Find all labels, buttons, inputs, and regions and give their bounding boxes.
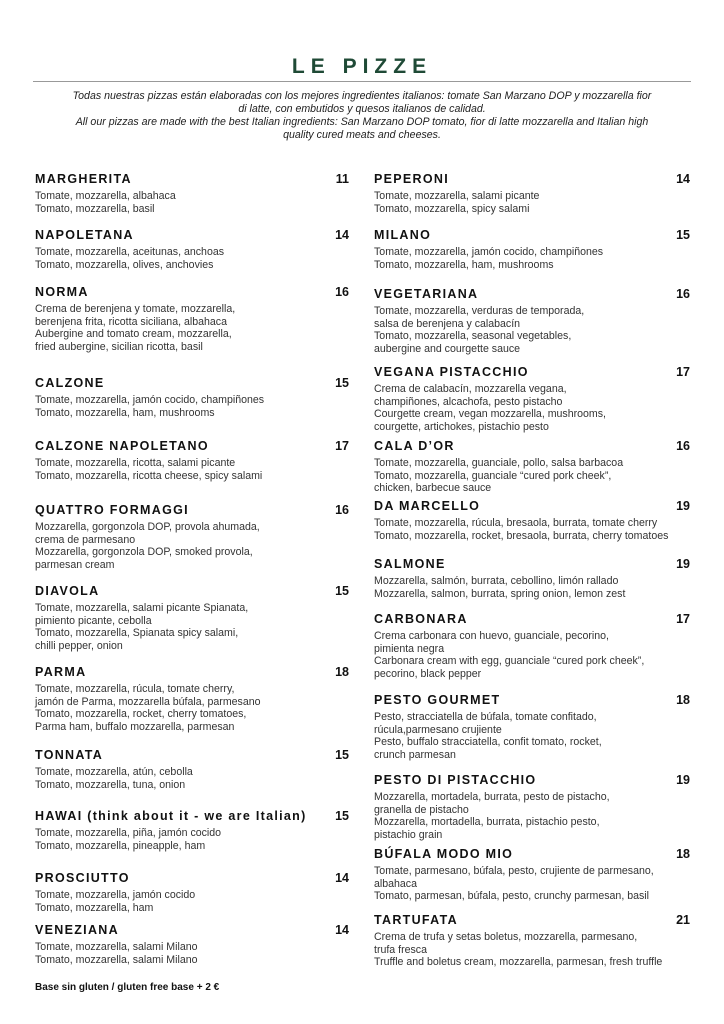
pizza-description [374,711,690,761]
menu-item [35,923,349,966]
pizza-description [374,791,690,841]
pizza-price: 18 [335,665,349,679]
description-line: Mozzarella, mortadela, burrata, pesto de pistacho, [374,791,610,803]
pizza-description [374,190,690,215]
pizza-price: 15 [335,376,349,390]
pizza-name: DA MARCELLO [374,499,481,513]
description-line: Mozzarella, gorgonzola DOP, smoked provola, [35,546,253,559]
description-line: parmesan cream [35,558,115,571]
description-line: pistachio grain [374,828,443,841]
description-line: Tomate, mozzarella, verduras de temporada, [374,305,585,317]
pizza-name: CALA D’OR [374,439,455,453]
title-divider [33,81,691,82]
pizza-name: PEPERONI [374,172,449,186]
pizza-price: 18 [676,847,690,861]
description-line: Tomate, mozzarella, rúcula, tomate cherry, [35,683,235,695]
description-line: Mozzarella, salmón, burrata, cebollino, limón rallado [374,575,619,587]
pizza-name: BÚFALA MODO MIO [374,847,514,861]
pizza-name: DIAVOLA [35,584,100,598]
menu-item [35,503,349,571]
pizza-name: SALMONE [374,557,446,571]
intro-line: All our pizzas are made with the best Italian ingredients: San Marzano DOP tomato, fior di latte mozzarella and Italian high [75,116,649,128]
description-line: Tomate, mozzarella, rúcula, bresaola, burrata, tomate cherry [374,517,658,529]
description-line: trufa fresca [374,943,427,956]
menu-item [374,847,690,903]
menu-item [35,376,349,419]
description-line: aubergine and courgette sauce [374,342,521,355]
description-line: Tomato, mozzarella, ham [35,901,154,914]
pizza-price: 16 [676,287,690,301]
pizza-description [35,889,349,914]
description-line: Tomate, mozzarella, salami picante [374,190,540,202]
description-line: Tomato, mozzarella, seasonal vegetables, [374,330,572,343]
pizza-name: MILANO [374,228,432,242]
description-line: granella de pistacho [374,803,469,816]
pizza-price: 17 [676,612,690,626]
description-line: Tomate, mozzarella, atún, cebolla [35,766,193,778]
menu-item [374,913,690,969]
description-line: Tomato, mozzarella, Spianata spicy salami, [35,627,239,640]
pizza-name: VEGANA PISTACCHIO [374,365,529,379]
description-line: crunch parmesan [374,748,456,761]
description-line: Tomate, mozzarella, jamón cocido, champiñones [35,394,265,406]
description-line: Tomato, mozzarella, rocket, cherry tomatoes, [35,708,247,721]
pizza-name: NAPOLETANA [35,228,134,242]
pizza-price: 17 [335,439,349,453]
description-line: Tomato, mozzarella, pineapple, ham [35,839,206,852]
pizza-description [374,575,690,600]
pizza-price: 19 [676,557,690,571]
pizza-name: TONNATA [35,748,104,762]
pizza-description [374,865,690,903]
description-line: Tomato, mozzarella, ham, mushrooms [374,258,554,271]
pizza-price: 16 [335,503,349,517]
description-line: Tomate, parmesano, búfala, pesto, crujiente de parmesano, [374,865,654,877]
pizza-description [35,683,349,733]
description-line: Tomato, mozzarella, guanciale “cured pork cheek”, [374,469,612,482]
description-line: pecorino, black pepper [374,667,482,680]
description-line: Tomate, mozzarella, salami picante Spianata, [35,602,249,614]
description-line: Tomate, mozzarella, albahaca [35,190,176,202]
intro-text [30,90,694,142]
pizza-description [374,517,690,542]
description-line: Tomato, mozzarella, basil [35,202,155,215]
menu-item [35,748,349,791]
pizza-price: 19 [676,773,690,787]
menu-item [35,809,349,852]
description-line: pimiento picante, cebolla [35,614,152,627]
description-line: Truffle and boletus cream, mozzarella, parmesan, fresh truffle [374,956,663,969]
description-line: Tomato, mozzarella, spicy salami [374,202,530,215]
intro-line: Todas nuestras pizzas están elaboradas con los mejores ingredientes italianos: tomate San Marzano DOP y mozzarella fior [72,90,652,102]
description-line: champiñones, alcachofa, pesto pistacho [374,395,563,408]
description-line: Tomato, mozzarella, ham, mushrooms [35,406,215,419]
pizza-description [35,303,349,353]
pizza-name: PARMA [35,665,87,679]
pizza-description [35,827,349,852]
description-line: Tomato, mozzarella, olives, anchovies [35,258,214,271]
pizza-name: CARBONARA [374,612,468,626]
menu-item [374,612,690,680]
description-line: salsa de berenjena y calabacín [374,317,521,330]
pizza-description [374,246,690,271]
menu-item [35,871,349,914]
pizza-price: 21 [676,913,690,927]
pizza-description [35,602,349,652]
pizza-name: PROSCIUTTO [35,871,130,885]
description-line: Tomate, mozzarella, guanciale, pollo, salsa barbacoa [374,457,624,469]
description-line: Mozzarella, gorgonzola DOP, provola ahumada, [35,521,260,533]
pizza-price: 16 [676,439,690,453]
menu-item [374,365,690,433]
pizza-name: VENEZIANA [35,923,119,937]
description-line: Courgette cream, vegan mozzarella, mushrooms, [374,408,606,421]
pizza-name: NORMA [35,285,89,299]
description-line: albahaca [374,877,418,890]
pizza-description [35,941,349,966]
pizza-description [35,394,349,419]
description-line: Tomate, mozzarella, piña, jamón cocido [35,827,222,839]
description-line: Mozzarella, mortadella, burrata, pistachio pesto, [374,816,600,829]
pizza-name: PESTO DI PISTACCHIO [374,773,537,787]
description-line: Aubergine and tomato cream, mozzarella, [35,328,232,341]
pizza-description [374,457,690,495]
menu-item [374,172,690,215]
description-line: Crema de trufa y setas boletus, mozzarella, parmesano, [374,931,638,943]
pizza-price: 11 [335,172,349,186]
description-line: Carbonara cream with egg, guanciale “cured pork cheek”, [374,655,645,668]
menu-item [35,228,349,271]
pizza-price: 15 [335,748,349,762]
pizza-description [35,457,349,482]
menu-item [374,439,690,495]
description-line: jamón de Parma, mozzarella búfala, parmesano [35,695,261,708]
pizza-description [374,305,690,355]
menu-item [35,584,349,652]
description-line: Crema de berenjena y tomate, mozzarella, [35,303,236,315]
pizza-price: 14 [335,923,349,937]
pizza-name: CALZONE NAPOLETANO [35,439,209,453]
gluten-free-note: Base sin gluten / gluten free base + 2 € [35,982,220,993]
description-line: Crema de calabacín, mozzarella vegana, [374,383,567,395]
description-line: Tomate, mozzarella, jamón cocido, champiñones [374,246,604,258]
pizza-name: CALZONE [35,376,105,390]
pizza-price: 14 [335,228,349,242]
pizza-description [35,521,349,571]
pizza-price: 16 [335,285,349,299]
description-line: Tomate, mozzarella, jamón cocido [35,889,196,901]
description-line: Tomato, mozzarella, rocket, bresaola, burrata, cherry tomatoes [374,529,669,542]
menu-item [374,557,690,600]
description-line: Tomato, mozzarella, ricotta cheese, spicy salami [35,469,263,482]
description-line: Tomato, parmesan, búfala, pesto, crunchy parmesan, basil [374,890,649,903]
pizza-name: QUATTRO FORMAGGI [35,503,189,517]
menu-item [35,285,349,353]
menu-item [35,439,349,482]
pizza-price: 18 [676,693,690,707]
description-line: pimienta negra [374,642,445,655]
description-line: Tomate, mozzarella, ricotta, salami picante [35,457,236,469]
description-line: Pesto, buffalo stracciatella, confit tomato, rocket, [374,736,602,749]
description-line: crema de parmesano [35,533,136,546]
description-line: Crema carbonara con huevo, guanciale, pecorino, [374,630,609,642]
pizza-description [374,630,690,680]
menu-item [374,693,690,761]
description-line: berenjena frita, ricotta siciliana, albahaca [35,315,227,328]
pizza-price: 15 [335,809,349,823]
pizza-price: 19 [676,499,690,513]
description-line: Tomate, mozzarella, salami Milano [35,941,198,953]
pizza-description [374,931,690,969]
pizza-price: 15 [676,228,690,242]
menu-item [35,665,349,733]
pizza-price: 14 [335,871,349,885]
description-line: Tomato, mozzarella, salami Milano [35,953,198,966]
description-line: Tomato, mozzarella, tuna, onion [35,778,186,791]
description-line: courgette, artichokes, pistachio pesto [374,420,549,433]
pizza-name: PESTO GOURMET [374,693,501,707]
pizza-description [35,766,349,791]
description-line: Parma ham, buffalo mozzarella, parmesan [35,720,235,733]
pizza-price: 17 [676,365,690,379]
page-title: LE PIZZE [291,55,433,78]
description-line: Tomate, mozzarella, aceitunas, anchoas [35,246,225,258]
menu-item [35,172,349,215]
intro-line: quality cured meats and cheeses. [283,129,441,141]
menu-item [374,499,690,542]
menu-item [374,287,690,355]
description-line: fried aubergine, sicilian ricotta, basil [35,340,203,353]
menu-item [374,228,690,271]
pizza-name: VEGETARIANA [374,287,479,301]
intro-line: di latte, con embutidos y quesos italianos de calidad. [238,103,486,115]
menu-item [374,773,690,841]
pizza-name: MARGHERITA [35,172,132,186]
description-line: chicken, barbecue sauce [374,482,492,495]
pizza-description [35,190,349,215]
description-line: chilli pepper, onion [35,639,123,652]
pizza-description [35,246,349,271]
pizza-name: TARTUFATA [374,913,458,927]
pizza-name: HAWAI (think about it - we are Italian) [35,809,307,823]
pizza-description [374,383,690,433]
pizza-price: 14 [676,172,690,186]
description-line: Mozzarella, salmon, burrata, spring onion, lemon zest [374,587,626,600]
description-line: Pesto, stracciatella de búfala, tomate confitado, [374,711,597,723]
description-line: rúcula,parmesano crujiente [374,723,502,736]
pizza-price: 15 [335,584,349,598]
